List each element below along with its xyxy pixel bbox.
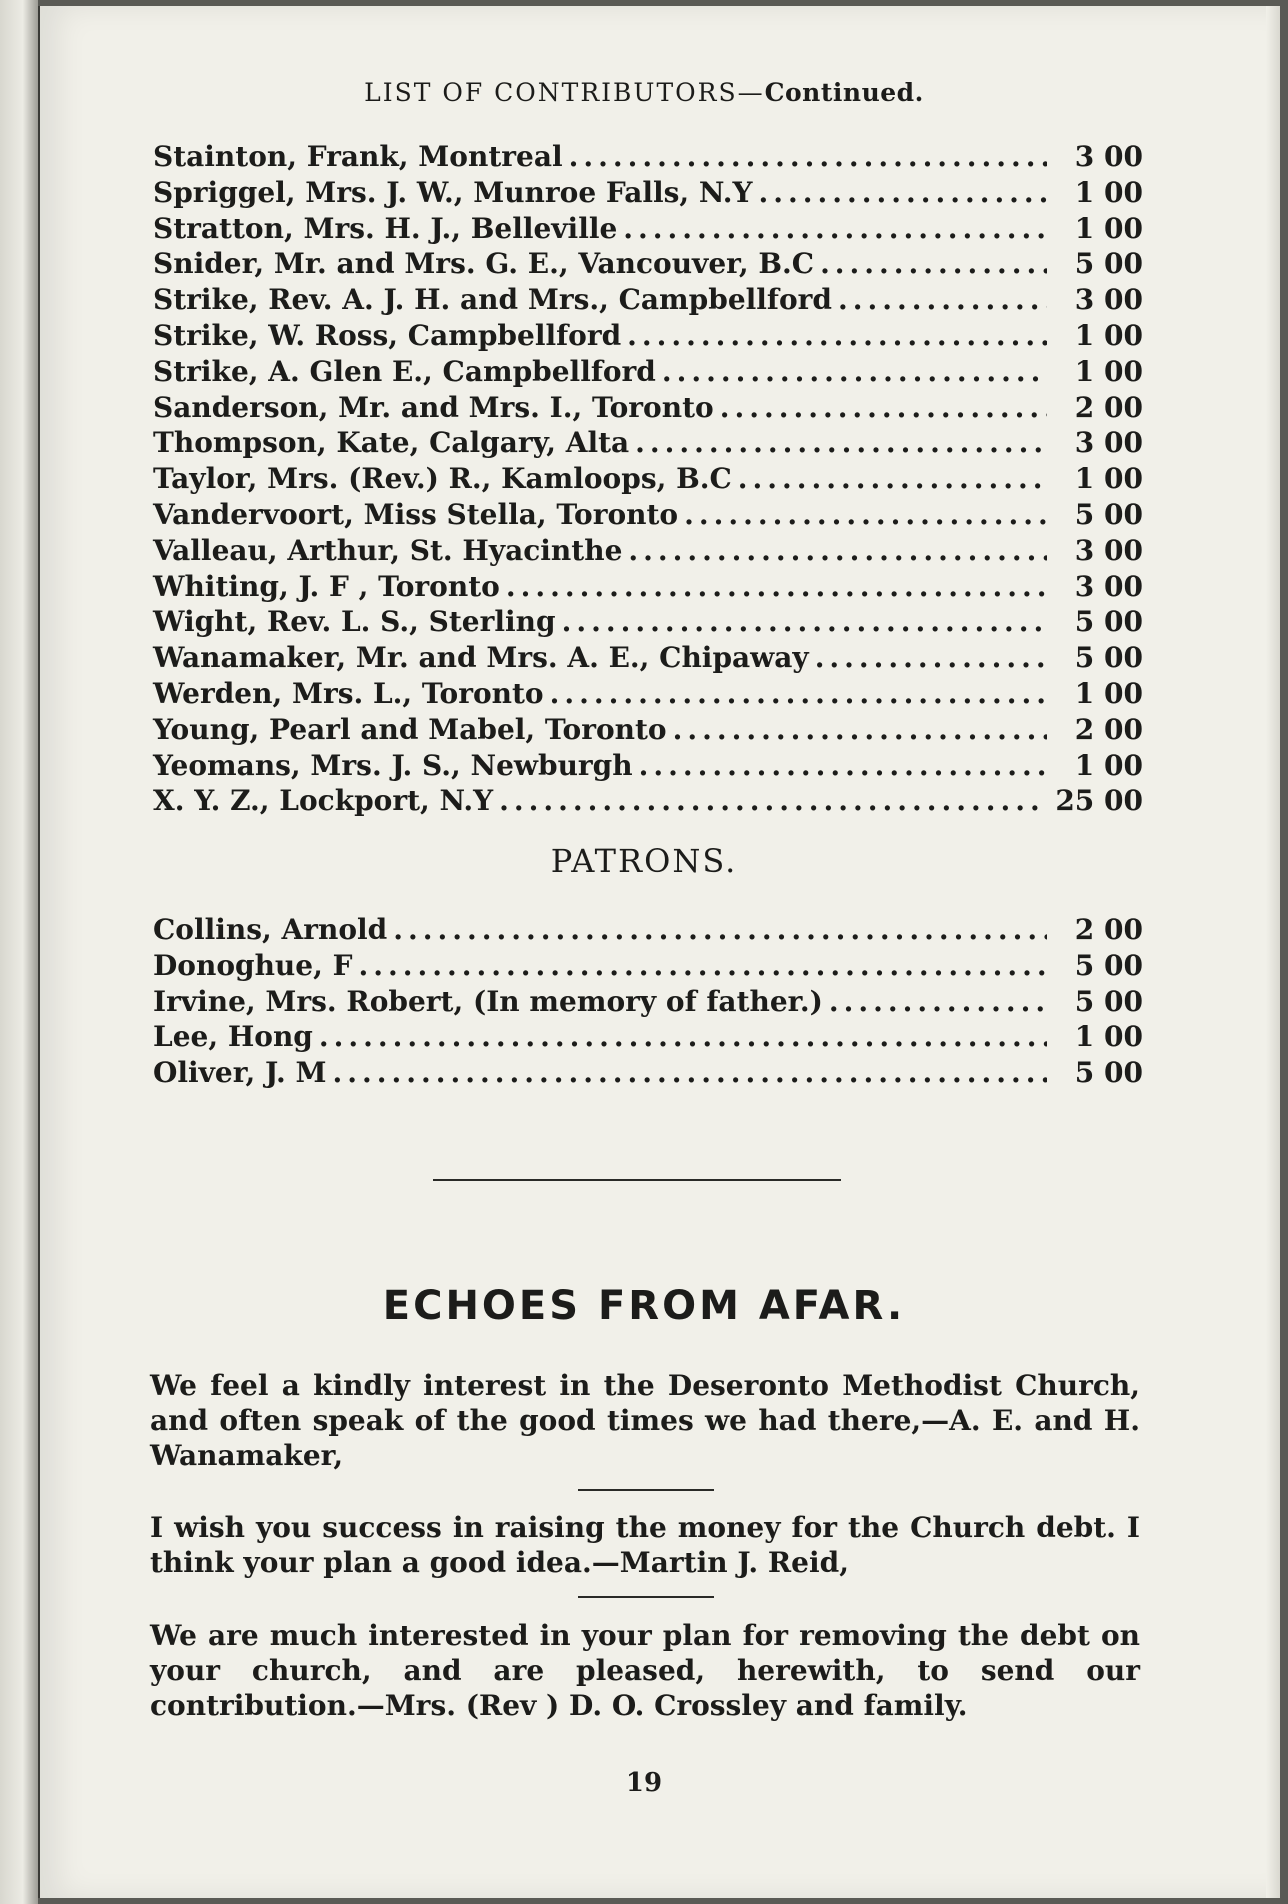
entry-amount: 5 00: [1074, 984, 1143, 1018]
leader-dots: [550, 677, 1047, 710]
leader-dots: [358, 949, 1047, 982]
entry-name: Strike, W. Ross, Campbellford: [153, 318, 622, 352]
book-gutter: [0, 0, 38, 1904]
entry-name: X. Y. Z., Lockport, N.Y: [153, 784, 494, 818]
list-item: [153, 570, 1143, 606]
entry-name: Wight, Rev. L. S., Sterling: [153, 605, 556, 639]
page-edge: [1266, 6, 1280, 1898]
entry-name: Taylor, Mrs. (Rev.) R., Kamloops, B.C: [153, 462, 732, 496]
list-item: [153, 949, 1143, 985]
leader-dots: [662, 355, 1047, 388]
contributors-heading: [0, 78, 1288, 107]
page-number: 19: [625, 1768, 663, 1798]
list-item: [153, 283, 1143, 319]
leader-dots: [820, 247, 1047, 280]
list-item: [153, 462, 1143, 498]
patrons-list: [153, 913, 1143, 1092]
contributors-heading-title: LIST OF CONTRIBUTORS—: [364, 78, 765, 107]
list-item: [153, 784, 1143, 820]
list-item: [153, 677, 1143, 713]
entry-name: Donoghue, F: [153, 948, 353, 982]
entry-amount: 1 00: [1074, 462, 1143, 496]
leader-dots: [738, 462, 1047, 495]
leader-dots: [635, 426, 1047, 459]
entry-amount: 5 00: [1074, 247, 1143, 281]
leader-dots: [684, 498, 1047, 531]
entry-amount: 3 00: [1074, 533, 1143, 567]
list-item: [153, 355, 1143, 391]
entry-name: Yeomans, Mrs. J. S., Newburgh: [153, 748, 633, 782]
list-item: [153, 641, 1143, 677]
entry-amount: 5 00: [1074, 1056, 1143, 1090]
echo-divider-2: [578, 1596, 714, 1598]
entry-name: Strike, A. Glen E., Campbellford: [153, 354, 656, 388]
entry-name: Werden, Mrs. L., Toronto: [153, 676, 544, 710]
echo-divider-1: [578, 1489, 714, 1491]
leader-dots: [569, 140, 1047, 173]
entry-amount: 5 00: [1074, 641, 1143, 675]
entry-amount: 2 00: [1074, 712, 1143, 746]
entry-name: Whiting, J. F , Toronto: [153, 569, 500, 603]
entry-amount: 1 00: [1074, 676, 1143, 710]
leader-dots: [499, 784, 1047, 817]
entry-name: Collins, Arnold: [153, 913, 388, 946]
section-divider: [433, 1179, 841, 1181]
leader-dots: [562, 605, 1047, 638]
entry-amount: 2 00: [1074, 913, 1143, 946]
patrons-heading: PATRONS.: [550, 842, 738, 880]
entry-amount: 1 00: [1074, 748, 1143, 782]
leader-dots: [319, 1020, 1047, 1053]
entry-amount: 3 00: [1074, 283, 1143, 317]
entry-amount: 1 00: [1074, 1020, 1143, 1054]
entry-amount: 1 00: [1074, 211, 1143, 245]
entry-name: Thompson, Kate, Calgary, Alta: [153, 426, 630, 460]
entry-amount: 1 00: [1074, 354, 1143, 388]
list-item: [153, 391, 1143, 427]
list-item: [153, 985, 1143, 1021]
entry-name: Stainton, Frank, Montreal: [153, 140, 563, 173]
leader-dots: [333, 1056, 1047, 1089]
entry-name: Stratton, Mrs. H. J., Belleville: [153, 211, 618, 245]
entry-amount: 1 00: [1074, 175, 1143, 209]
echo-paragraph-2: I wish you success in raising the money for the Church debt. I think your plan a good idea.—Martin J. Reid,: [150, 1511, 1140, 1579]
list-item: [153, 713, 1143, 749]
list-item: [153, 1020, 1143, 1056]
leader-dots: [758, 176, 1047, 209]
contributors-list: [153, 140, 1143, 820]
leader-dots: [815, 641, 1047, 674]
leader-dots: [639, 749, 1047, 782]
list-item: [153, 319, 1143, 355]
leader-dots: [628, 534, 1047, 567]
entry-amount: 5 00: [1074, 497, 1143, 531]
entry-name: Vandervoort, Miss Stella, Toronto: [153, 497, 679, 531]
entry-amount: 25 00: [1055, 784, 1143, 818]
entry-amount: 5 00: [1074, 948, 1143, 982]
entry-name: Sanderson, Mr. and Mrs. I., Toronto: [153, 390, 714, 424]
entry-amount: 5 00: [1074, 605, 1143, 639]
leader-dots: [838, 283, 1047, 316]
list-item: [153, 426, 1143, 462]
list-item: [153, 498, 1143, 534]
entry-name: Valleau, Arthur, St. Hyacinthe: [153, 533, 623, 567]
entry-name: Young, Pearl and Mabel, Toronto: [153, 712, 667, 746]
entry-name: Snider, Mr. and Mrs. G. E., Vancouver, B.C: [153, 247, 815, 281]
entry-name: Wanamaker, Mr. and Mrs. A. E., Chipaway: [153, 641, 809, 675]
entry-name: Oliver, J. M: [153, 1056, 327, 1090]
echoes-heading: ECHOES FROM AFAR.: [382, 1283, 906, 1329]
contributors-heading-continued: Continued.: [764, 78, 924, 107]
echo-paragraph-1: We feel a kindly interest in the Deseronto Methodist Church, and often speak of the good times we had there,—A. E. and H. Wanamaker,: [150, 1369, 1140, 1472]
entry-name: Strike, Rev. A. J. H. and Mrs., Campbellford: [153, 283, 832, 317]
entry-name: Spriggel, Mrs. J. W., Munroe Falls, N.Y: [153, 175, 753, 209]
entry-amount: 3 00: [1074, 569, 1143, 603]
list-item: [153, 534, 1143, 570]
leader-dots: [627, 319, 1047, 352]
entry-amount: 2 00: [1074, 390, 1143, 424]
leader-dots: [720, 391, 1047, 424]
entry-amount: 3 00: [1074, 140, 1143, 173]
entry-amount: 1 00: [1074, 318, 1143, 352]
list-item: [153, 176, 1143, 212]
leader-dots: [623, 212, 1047, 245]
entry-name: Irvine, Mrs. Robert, (In memory of father.): [153, 984, 823, 1018]
entry-name: Lee, Hong: [153, 1020, 313, 1054]
list-item: [153, 1056, 1143, 1092]
list-item: [153, 247, 1143, 283]
leader-dots: [829, 985, 1047, 1018]
list-item: [153, 140, 1143, 176]
leader-dots: [393, 913, 1047, 946]
list-item: [153, 605, 1143, 641]
list-item: [153, 913, 1143, 949]
leader-dots: [506, 570, 1047, 603]
list-item: [153, 212, 1143, 248]
list-item: [153, 749, 1143, 785]
leader-dots: [673, 713, 1047, 746]
echo-paragraph-3: We are much interested in your plan for removing the debt on your church, and are pleased, herewith, to send our contribution.—Mrs. (Rev ) D. O. Crossley and family.: [150, 1619, 1140, 1722]
entry-amount: 3 00: [1074, 426, 1143, 460]
